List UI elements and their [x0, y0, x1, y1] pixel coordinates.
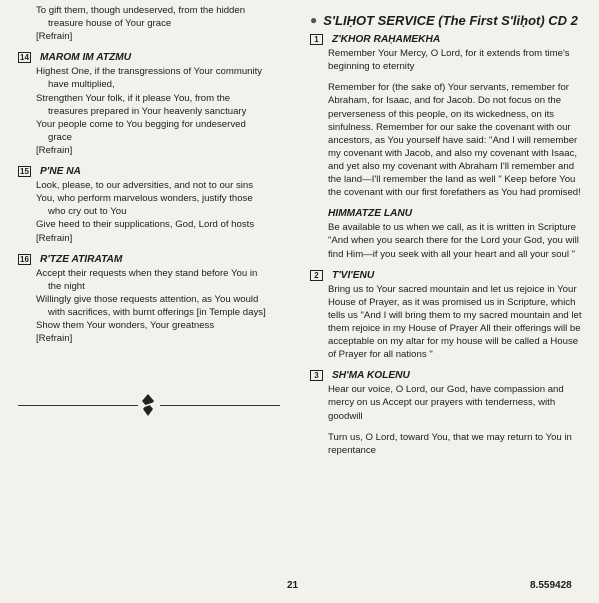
intro-text: [36, 4, 280, 43]
prayer-text: [328, 283, 588, 362]
text-line: have multiplied,: [48, 79, 115, 91]
track-number: 3: [310, 370, 323, 381]
ornament-icon: [140, 394, 156, 416]
text-line: You, who perform marvelous wonders, justify those: [36, 193, 253, 205]
divider-rule: [18, 405, 138, 406]
text-line: Strengthen Your folk, if it please You, from the: [36, 92, 231, 104]
prayer-title: MAROM IM ATZMU: [40, 52, 132, 64]
bullet-icon: ●: [310, 13, 318, 27]
prayer-title: Z'KHOR RAḤAMEKHA: [332, 34, 441, 46]
text-line: Highest One, if the transgressions of Your community: [36, 66, 263, 78]
track-number: 1: [310, 34, 323, 45]
text-line: Your people come to You begging for undeserved: [36, 118, 246, 130]
section-heading: [310, 14, 588, 27]
prayer-item-14: [18, 51, 280, 157]
divider-rule: [160, 405, 280, 406]
prayer-title: R'TZE ATIRATAM: [40, 253, 123, 265]
track-number: 16: [18, 254, 31, 265]
prayer-item-16: [18, 253, 280, 346]
prayer-item-2: [310, 269, 588, 362]
prayer-text: [36, 65, 280, 157]
right-column: [310, 4, 588, 465]
text-line: [Refrain]: [36, 232, 73, 244]
text-line: treasure house of Your grace: [48, 18, 172, 30]
text-line: grace: [48, 131, 72, 143]
text-line: [Refrain]: [36, 333, 73, 345]
paragraph: Turn us, O Lord, toward You, that we may return to You in repentance: [328, 431, 572, 456]
prayer-text: [328, 383, 588, 456]
paragraph: Bring us to Your sacred mountain and let us rejoice in Your House of Prayer, as it was promised us in Scripture, which tells us "And I will bring them to my sacred mountain and let them rejoice in my House of Prayer All their offerings will be acceptable on my altar for my house will be called a House of Prayer for all nations ": [328, 283, 582, 361]
ornament-divider: [18, 398, 280, 412]
track-number: 2: [310, 270, 323, 281]
catalog-number: 8.559428: [530, 580, 572, 591]
text-line: To gift them, though undeserved, from the hidden: [36, 5, 246, 16]
prayer-item-15: [18, 165, 280, 245]
paragraph: Remember Your Mercy, O Lord, for it extends from time's beginning to eternity: [328, 48, 570, 73]
text-line: the night: [48, 280, 85, 292]
prayer-title: HIMMATZE LANU: [328, 208, 413, 220]
prayer-text: [36, 179, 280, 244]
track-number: 14: [18, 52, 31, 63]
paragraph: Hear our voice, O Lord, our God, have compassion and mercy on us Accept our prayers with tenderness, with goodwill: [328, 384, 564, 422]
prayer-text: [36, 267, 280, 346]
track-number: 15: [18, 166, 31, 177]
prayer-title: SH'MA KOLENU: [332, 370, 410, 382]
prayer-title: T'VI'ENU: [332, 269, 375, 281]
paragraph: Remember for (the sake of) Your servants, remember for Abraham, for Isaac, and for Jacob. Do not focus on the perverseness of this people, on its wickedness, on its sinfulness. Remember for our sake the covenant with our ancestors, as You yourself have said: "And I will remember my covenant with Jacob, and also my covenant with Isaac, and yet also my covenant with Abraham I'll remember and the land—I'll remember the land as well " Keep before You the covenant with our first forefathers as You had promised!: [328, 82, 581, 199]
text-line: [Refrain]: [36, 144, 73, 156]
text-line: Look, please, to our adversities, and not to our sins: [36, 180, 254, 192]
text-line: who cry out to You: [48, 206, 127, 218]
text-line: [Refrain]: [36, 31, 73, 43]
text-line: Show them Your wonders, Your greatness: [36, 320, 215, 332]
text-line: Accept their requests when they stand before You in: [36, 267, 258, 279]
text-line: Willingly give those requests attention, as You would: [36, 293, 259, 305]
paragraph: Be available to us when we call, as it is written in Scripture "And when you search there for the Lord your God, you will find Him—if you seek with all your heart and all your soul ": [328, 222, 579, 260]
text-line: Give heed to their supplications, God, Lord of hosts: [36, 219, 255, 231]
prayer-text: [328, 47, 588, 199]
text-line: with sacrifices, with burnt offerings [in Temple days]: [48, 306, 266, 318]
prayer-title: P'NE NA: [40, 166, 81, 178]
left-column: [18, 4, 280, 353]
prayer-item-3: [310, 369, 588, 457]
prayer-item-himmatze: [310, 207, 588, 260]
text-line: treasures prepared in Your heavenly sanctuary: [48, 105, 247, 117]
page-number: 21: [287, 580, 299, 591]
section-title: S'LIḤOT SERVICE (The First S'liḥot) CD 2: [323, 13, 578, 28]
prayer-item-1: [310, 33, 588, 199]
prayer-text: [328, 221, 588, 260]
